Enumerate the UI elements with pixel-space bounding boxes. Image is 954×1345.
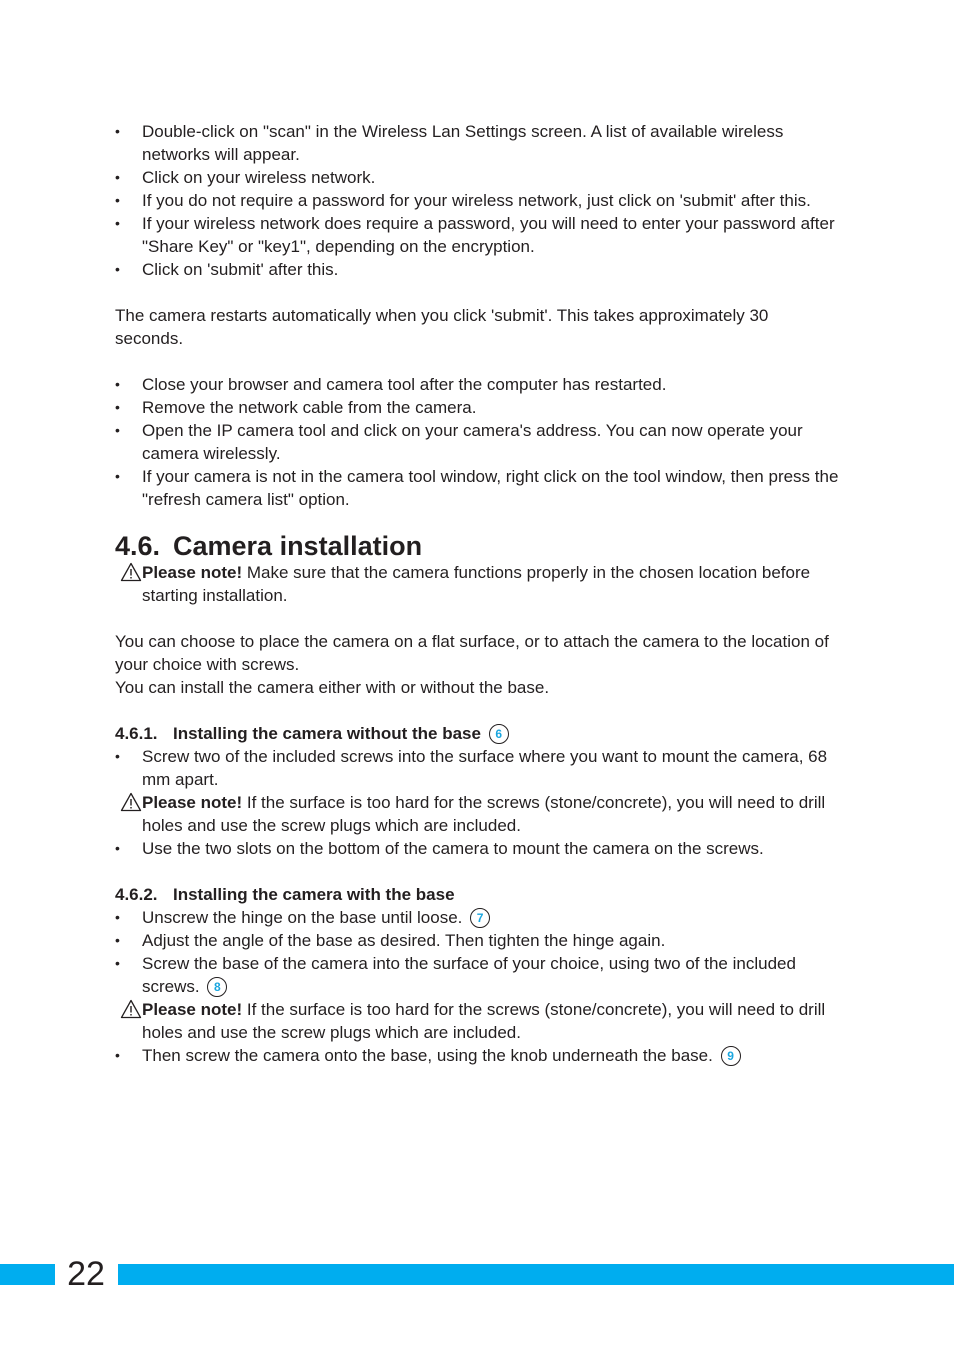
note-label: Please note! [142,793,243,812]
note-block [115,998,840,1044]
base-paragraph: You can install the camera either with or without the base. [115,678,550,697]
subsection-heading-with-base [115,883,840,906]
list-item: • Adjust the angle of the base as desired. Then tighten the hinge again. [115,929,840,952]
subsection-title: Installing the camera with the base [173,885,455,904]
note-label: Please note! [142,1000,243,1019]
list-item: • If your wireless network does require a password, you will need to enter your password after "Share Key" or "key1", depending on the encryption. [115,212,840,258]
list-item: • If your camera is not in the camera tool window, right click on the tool window, then press the "refresh camera list" option. [115,465,840,511]
without-base-list-cont [115,837,840,860]
after-restart-list [115,373,840,511]
footer-accent-bar-left [0,1264,55,1285]
figure-ref-badge: 7 [470,908,490,928]
list-item: • Close your browser and camera tool after the computer has restarted. [115,373,840,396]
list-item: • Remove the network cable from the camera. [115,396,840,419]
subsection-number: 4.6.1. [115,724,158,743]
list-item-text: Then screw the camera onto the base, using the knob underneath the base. [142,1046,713,1065]
page-content [115,120,840,1067]
list-item: • Click on your wireless network. [115,166,840,189]
note-text: If the surface is too hard for the screws (stone/concrete), you will need to drill holes and use the screw plugs which are included. [142,1000,826,1042]
figure-ref-badge: 6 [489,724,509,744]
list-item [115,1044,840,1067]
placement-paragraph: You can choose to place the camera on a flat surface, or to attach the camera to the location of your choice with screws. [115,632,829,674]
section-title: Camera installation [173,531,423,561]
list-item: • Use the two slots on the bottom of the camera to mount the camera on the screws. [115,837,840,860]
list-item: • Double-click on "scan" in the Wireless Lan Settings screen. A list of available wireless networks will appear. [115,120,840,166]
list-item: • Screw two of the included screws into the surface where you want to mount the camera, 68 mm apart. [115,745,840,791]
list-item: • Click on 'submit' after this. [115,258,840,281]
figure-ref-badge: 9 [721,1046,741,1066]
restart-paragraph: The camera restarts automatically when you click 'submit'. This takes approximately 30 seconds. [115,306,769,348]
list-item-text: Unscrew the hinge on the base until loose. [142,908,463,927]
without-base-list [115,745,840,791]
warning-triangle-icon [120,562,142,582]
wireless-setup-list [115,120,840,281]
warning-triangle-icon [120,999,142,1019]
list-item [115,952,840,998]
note-text: If the surface is too hard for the screws (stone/concrete), you will need to drill holes and use the screw plugs which are included. [142,793,826,835]
subsection-heading-without-base [115,722,840,745]
note-block [115,561,840,607]
page-number: 22 [67,1255,105,1293]
list-item [115,906,840,929]
subsection-number: 4.6.2. [115,885,158,904]
list-item: • If you do not require a password for your wireless network, just click on 'submit' after this. [115,189,840,212]
list-item-text: Screw the base of the camera into the surface of your choice, using two of the included screws. [142,954,796,996]
with-base-list-cont [115,1044,840,1067]
note-block [115,791,840,837]
footer-accent-bar-right [118,1264,954,1285]
with-base-list [115,906,840,998]
note-text: Make sure that the camera functions properly in the chosen location before starting installation. [142,563,811,605]
section-number: 4.6. [115,531,161,561]
section-heading [115,531,840,561]
note-label: Please note! [142,563,243,582]
subsection-title: Installing the camera without the base [173,724,481,743]
warning-triangle-icon [120,792,142,812]
list-item: • Open the IP camera tool and click on your camera's address. You can now operate your camera wirelessly. [115,419,840,465]
figure-ref-badge: 8 [207,977,227,997]
